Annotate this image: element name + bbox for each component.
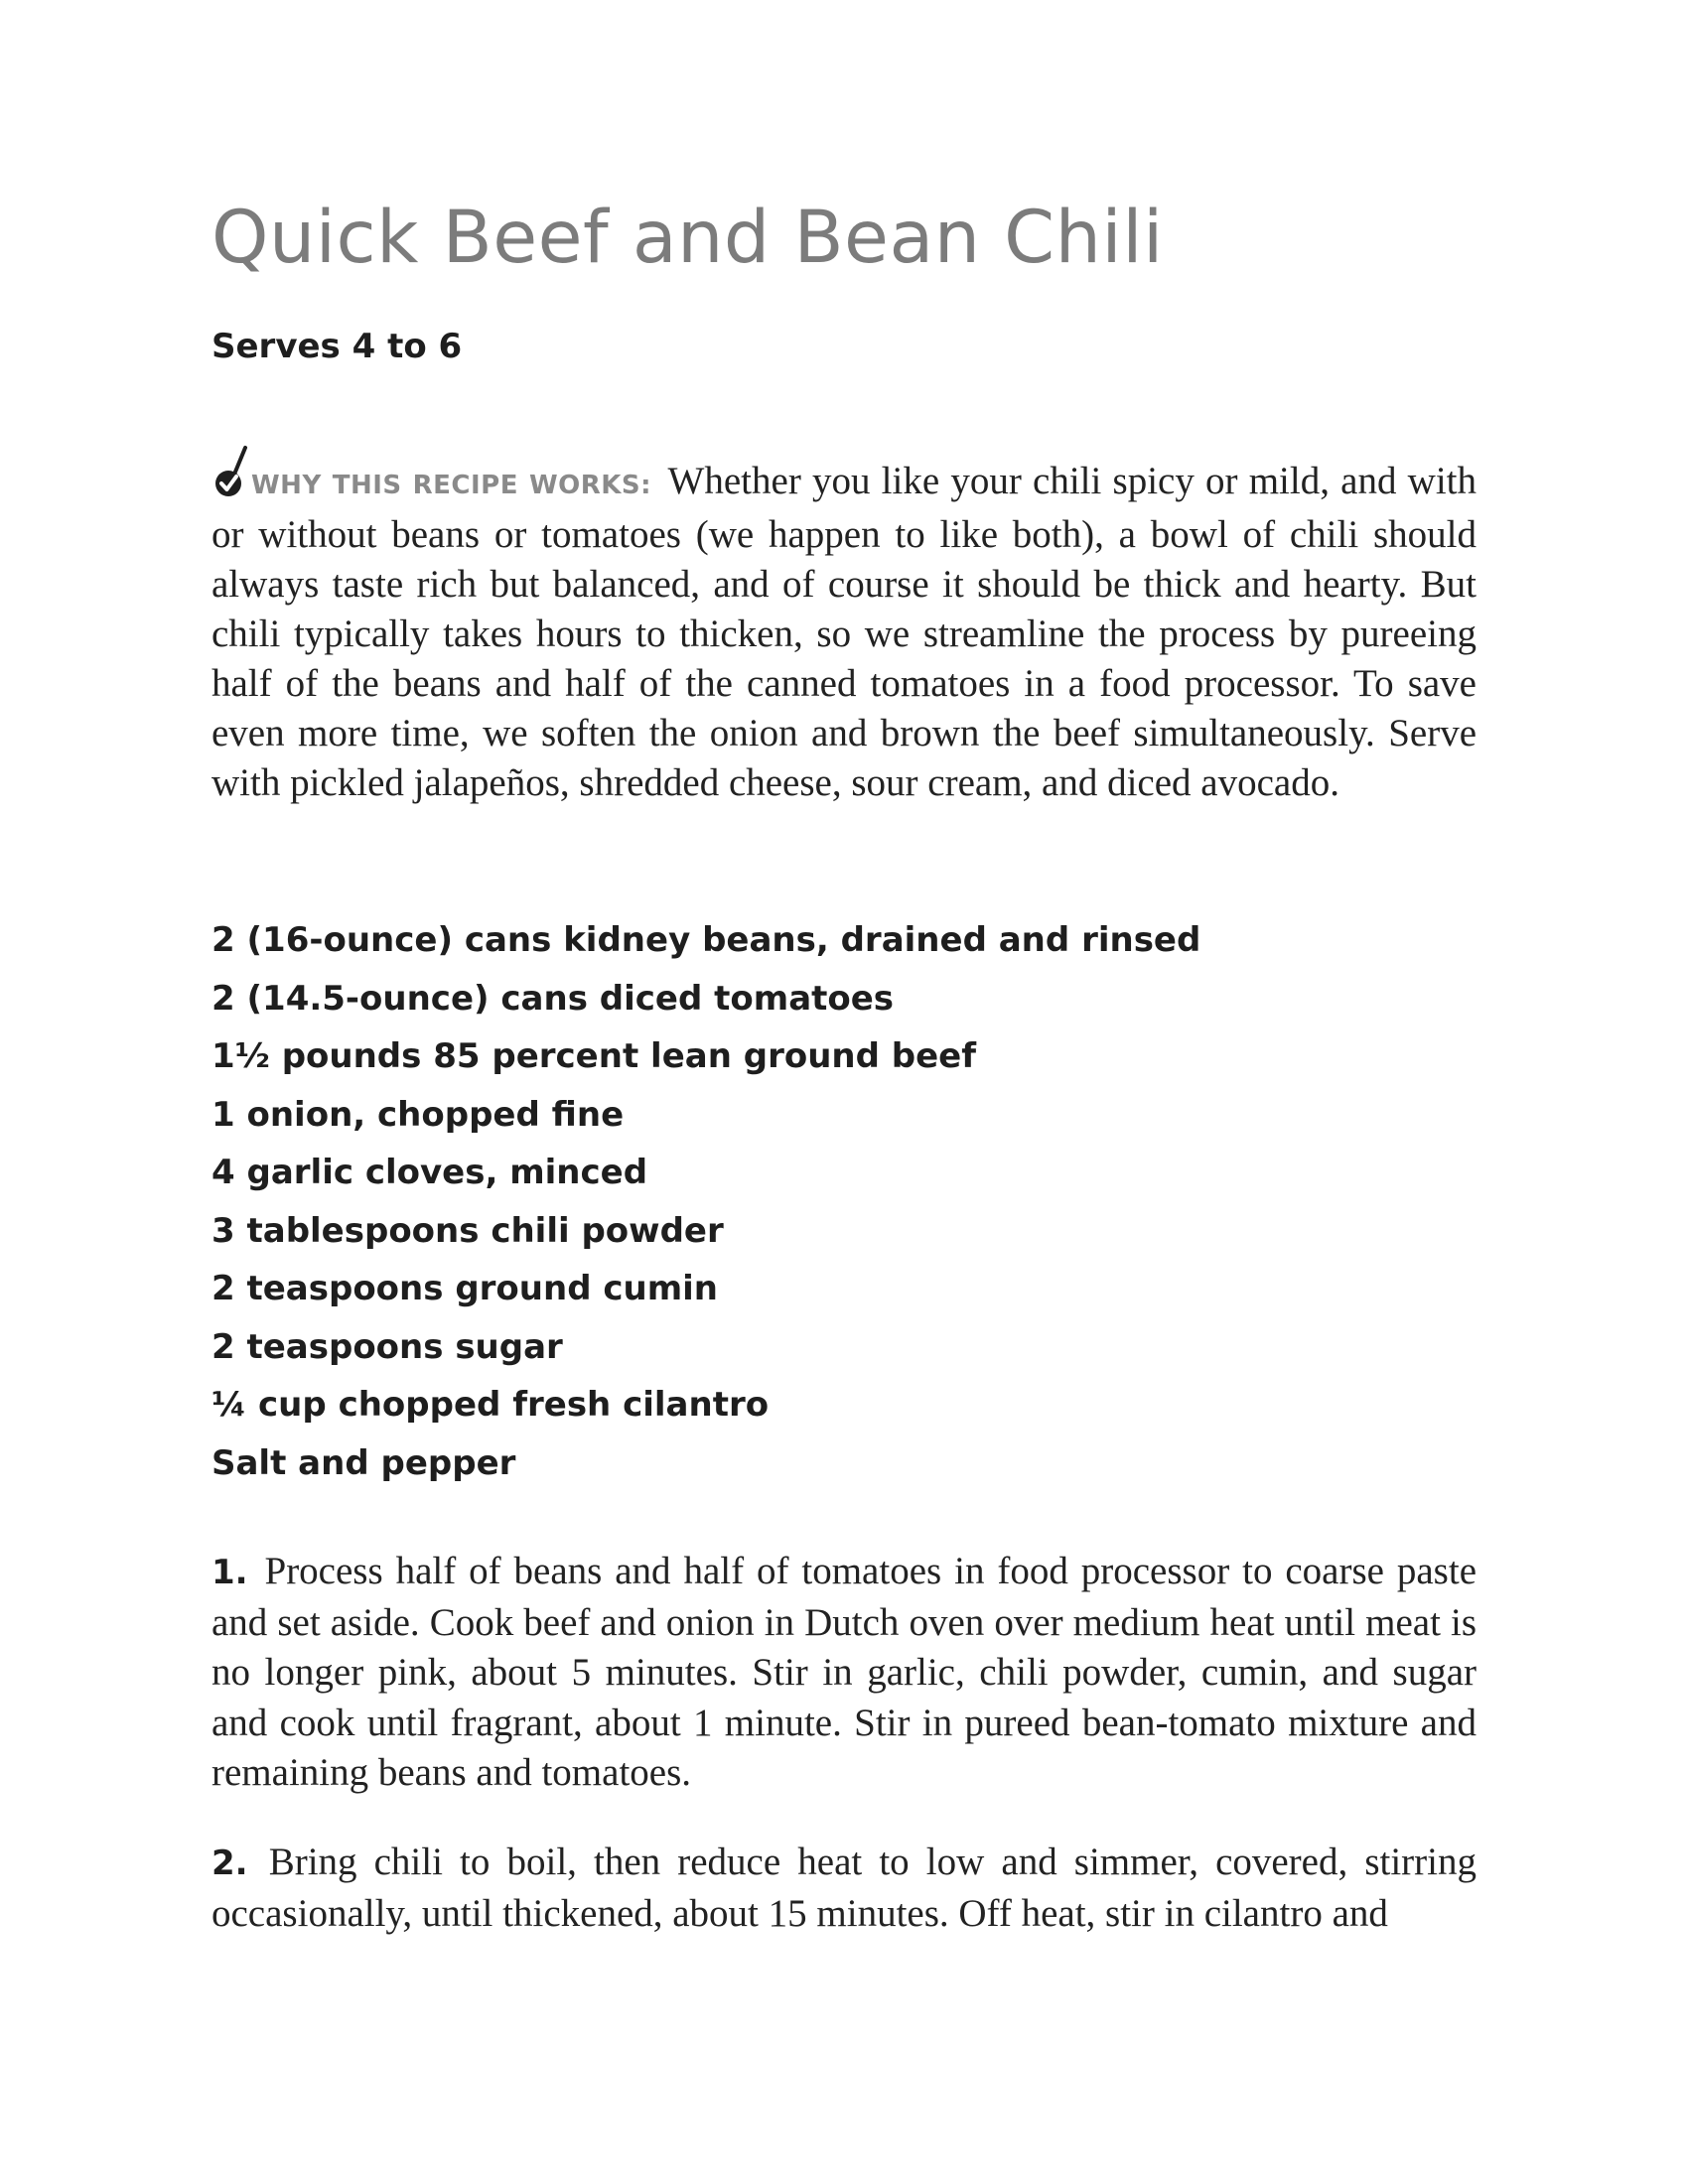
step-text: Process half of beans and half of tomatoes in food processor to coarse paste and set aside. Cook beef and onion in Dutch oven over medium heat until meat is no longer pink, about 5 minutes. Stir in garlic, chili powder, cumin, and sugar and cook until fragrant, about 1 minute. Stir in pureed bean-tomato mixture and remaining beans and tomatoes. — [211, 1550, 1477, 1794]
ingredient-item: ¼ cup chopped fresh cilantro — [211, 1385, 770, 1425]
step-number: 1. — [211, 1553, 248, 1592]
ingredient-list — [211, 911, 1200, 1492]
ingredient-item: 1½ pounds 85 percent lean ground beef — [211, 1036, 977, 1076]
why-label: WHY THIS RECIPE WORKS: — [251, 471, 652, 500]
step-2 — [211, 1838, 1477, 1939]
intro-text: Whether you like your chili spicy or mild, and with or without beans or tomatoes (we happen to like both), a bowl of chili should always taste rich but balanced, and of course it should be thick and hearty. But chili typically takes hours to thicken, so we streamline the process by pureeing half of the beans and half of the canned tomatoes in a food processor. To save even more time, we soften the onion and brown the beef simultaneously. Serve with pickled jalapeños, shredded cheese, sour cream, and diced avocado. — [211, 460, 1477, 804]
ingredient-item: 2 teaspoons ground cumin — [211, 1269, 719, 1308]
recipe-title: Quick Beef and Bean Chili — [211, 196, 1164, 280]
step-text: Bring chili to boil, then reduce heat to low and simmer, covered, stirring occasionally, until thickened, about 15 minutes. Off heat, stir in cilantro and — [211, 1841, 1477, 1935]
ingredient-item: 3 tablespoons chili powder — [211, 1210, 724, 1251]
step-number: 2. — [211, 1843, 248, 1883]
recipe-page — [211, 0, 1477, 2184]
ingredient-item: 2 (16-ounce) cans kidney beans, drained and rinsed — [211, 920, 1201, 960]
ingredient-item: 4 garlic cloves, minced — [211, 1153, 648, 1192]
ingredient-item: 2 (14.5-ounce) cans diced tomatoes — [211, 978, 895, 1019]
serves-count: Serves 4 to 6 — [211, 327, 463, 366]
why-this-recipe-works — [211, 457, 1477, 808]
step-1 — [211, 1547, 1477, 1799]
ingredient-item: Salt and pepper — [211, 1442, 516, 1483]
ingredient-item: 1 onion, chopped fine — [211, 1094, 625, 1135]
ingredient-item: 2 teaspoons sugar — [211, 1326, 563, 1367]
checkmark-spoon-icon — [211, 442, 251, 499]
